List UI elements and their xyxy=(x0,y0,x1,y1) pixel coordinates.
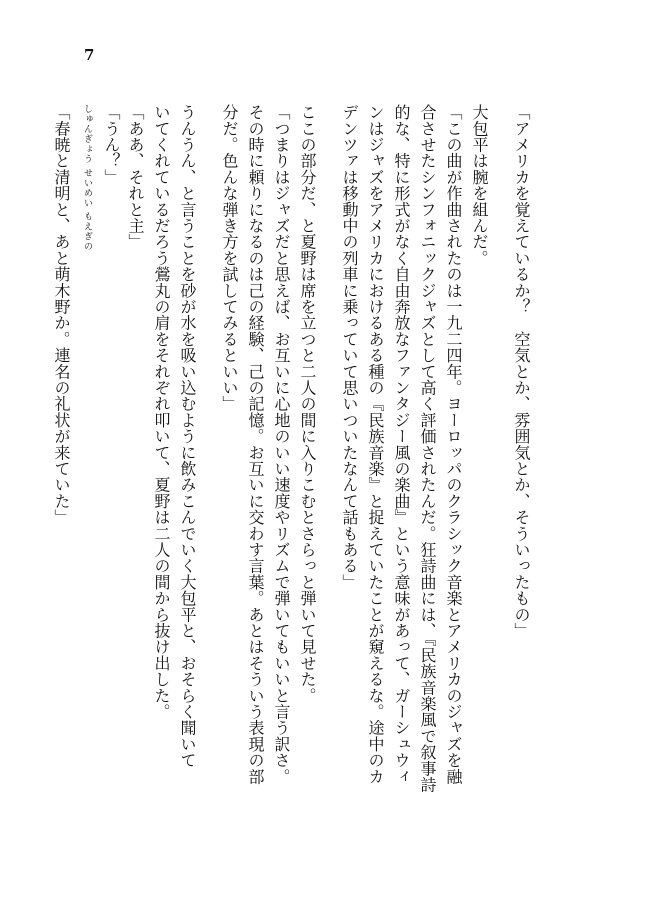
text-line: 的な、特に形式がなく自由奔放なファンタジー風の楽曲』という意味があって、ガーシュウィ xyxy=(392,104,411,785)
furigana-line xyxy=(74,104,100,834)
page-number: 7 xyxy=(84,46,95,64)
text-line: 「この曲が作曲されたのは一九二四年。ヨーロッパのクラシック音楽とアメリカのジャズを融 xyxy=(444,104,463,785)
text-line: その時に頼りになるのは己の経験、己の記憶。お互いに交わす言葉。あとはそういう表現の部 xyxy=(246,104,265,785)
text-line: 「アメリカを覚えているか？ 空気とか、雰囲気とか、そういったもの」 xyxy=(512,104,531,639)
furigana: せいめい xyxy=(82,167,92,208)
text-line: デンツァは移動中の列車に乗っていて思いついたなんて話もある」 xyxy=(340,104,359,590)
text-line: 「春暁と清明と、あと萌木野か。連名の礼状が来ていた」 xyxy=(52,104,71,526)
text-line: ここの部分だ、と夏野は席を立つと二人の間に入りこむとさらっと弾いて見せた。 xyxy=(298,104,317,704)
furigana: しゅんぎょう xyxy=(82,104,92,164)
text-line: 大包平は腕を組んだ。 xyxy=(470,104,489,266)
text-line: 「つまりはジャズだと思えば、お互いに心地のいい速度やリズムで弾いてもいいと言う訳さ。 xyxy=(272,104,291,785)
text-line: いてくれているだろう鶯丸の肩をそれぞれ叩いて、夏野は二人の間から抜け出した。 xyxy=(152,104,171,720)
text-line: 分だ。色んな弾き方を試してみるといい」 xyxy=(220,104,239,412)
text-line: ンはジャズをアメリカにおけるある種の『民族音楽』と捉えていたことが窺えるな。途中のカ xyxy=(366,104,385,785)
text-line: 「ああ、それと主」 xyxy=(126,104,145,250)
vertical-body-text xyxy=(52,104,534,834)
text-line: うんうん、と言うことを砂が水を吸い込むように飲みこんでいく大包平と、おそらく聞いて xyxy=(178,104,197,769)
text-line: 「うん？」 xyxy=(102,104,121,185)
furigana: もえぎの xyxy=(82,211,92,252)
text-line: 合させたシンフォニックジャズとして高く評価されたんだ。狂詩曲には、『民族音楽風で叙事詩 xyxy=(418,104,437,793)
